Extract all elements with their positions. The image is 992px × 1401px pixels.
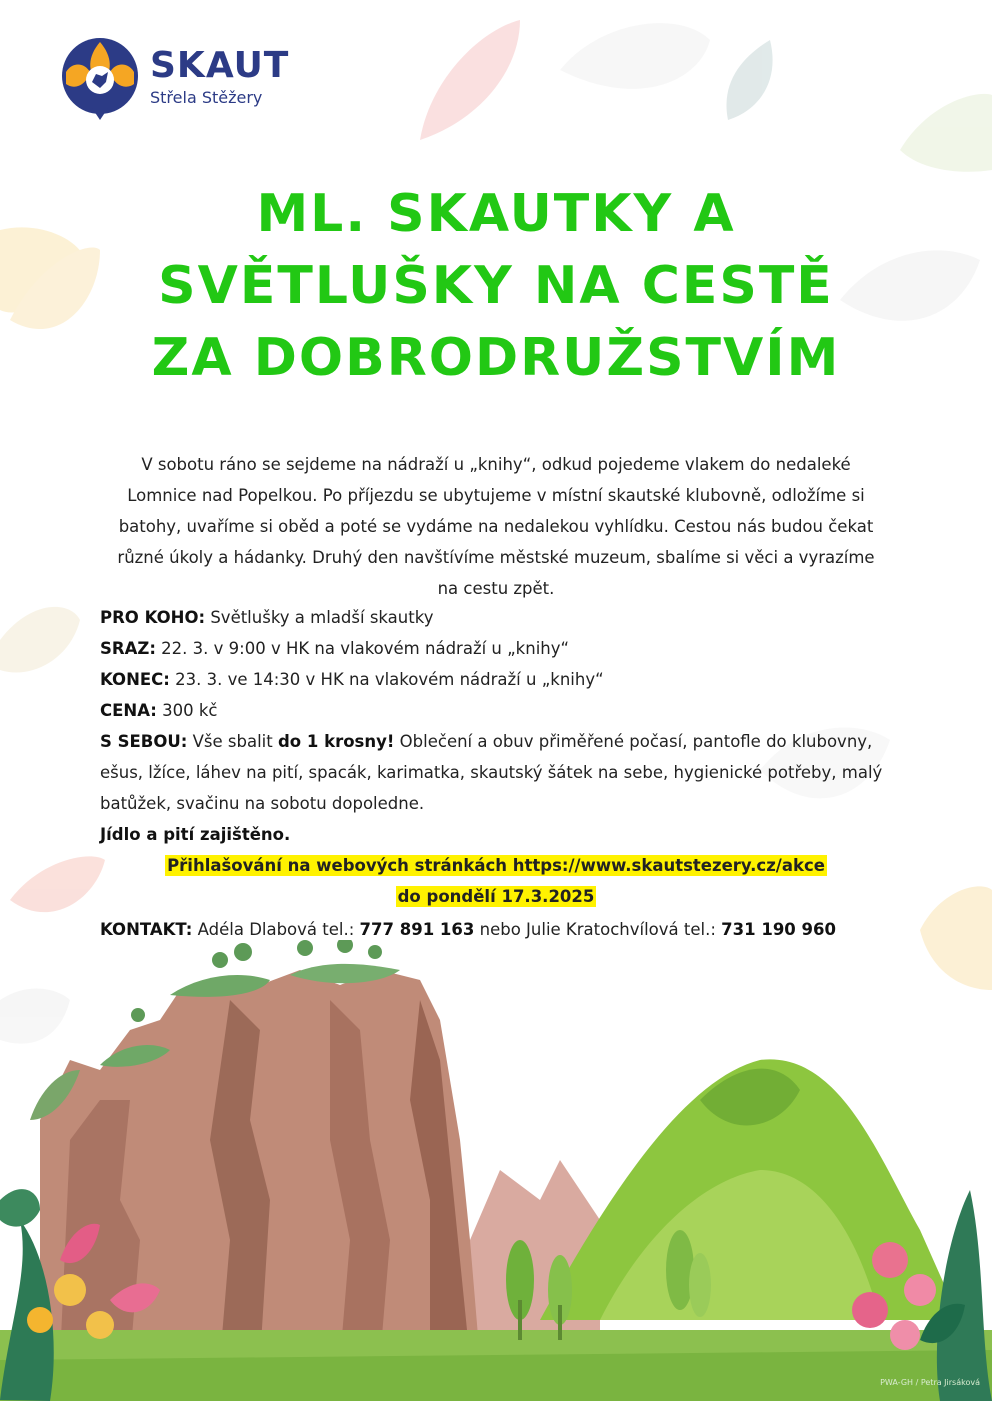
intro-line: V sobotu ráno se sejdeme na nádraží u „knihy“, odkud pojedeme vlakem do nedaleké [141, 455, 851, 474]
registration-line-1[interactable]: Přihlašování na webových stránkách https://www.skautstezery.cz/akce [167, 856, 825, 875]
headline [40, 178, 952, 394]
scout-lily-icon [58, 36, 142, 122]
leaf-pink-top [420, 20, 520, 140]
detail-cena [100, 695, 900, 726]
detail-value: Světlušky a mladší skautky [210, 608, 434, 627]
food-note [100, 819, 900, 850]
logo [58, 36, 298, 122]
image-credit: PWA-GH / Petra Jirsáková [880, 1378, 980, 1387]
food-note-text: Jídlo a pití zajištěno. [100, 825, 291, 844]
logo-title: SKAUT [150, 45, 290, 86]
detail-label: SRAZ: [100, 639, 156, 658]
detail-value-bold: do 1 krosny! [278, 732, 395, 751]
detail-value-pre: Vše sbalit [192, 732, 273, 751]
registration [100, 850, 892, 912]
contact-connector: nebo Julie Kratochvílová tel.: [479, 920, 716, 939]
event-details [100, 602, 900, 945]
contact [100, 914, 900, 945]
detail-label: CENA: [100, 701, 157, 720]
intro-line: batohy, uvaříme si oběd a poté se vydáme na nedalekou vyhlídku. Cestou nás budou čekat [118, 517, 874, 536]
detail-konec [100, 664, 900, 695]
intro-line: různé úkoly a hádanky. Druhý den navštívíme městské muzeum, sbalíme si věci a vyrazíme [117, 548, 875, 567]
detail-value: 23. 3. ve 14:30 v HK na vlakovém nádraží u „knihy“ [175, 670, 604, 689]
detail-s-sebou [100, 726, 890, 819]
headline-line-3: ZA DOBRODRUŽSTVÍM [151, 328, 841, 388]
logo-subtitle: Střela Stěžery [150, 88, 263, 107]
intro-line: Lomnice nad Popelkou. Po příjezdu se ubytujeme v místní skautské klubovně, odložíme si [127, 486, 865, 505]
contact-label: KONTAKT: [100, 920, 193, 939]
contact-phone-1: 777 891 163 [359, 920, 475, 939]
detail-value: 300 kč [162, 701, 218, 720]
detail-value-post: Oblečení a obuv přiměřené počasí, pantofle do klubovny, ešus, lžíce, láhev na pití, spacák, karimatka, skautský šátek na sebe, hygienické potřeby, malý batůžek, svačinu na sobotu dopoledne. [100, 732, 883, 813]
detail-label: KONEC: [100, 670, 170, 689]
leaf-pink-left [10, 856, 105, 912]
detail-pro-koho [100, 602, 900, 633]
registration-deadline: do pondělí 17.3.2025 [397, 887, 595, 906]
landscape-illustration [0, 940, 992, 1401]
headline-line-1: ML. SKAUTKY A [256, 184, 736, 244]
detail-sraz [100, 633, 900, 664]
detail-value: 22. 3. v 9:00 v HK na vlakovém nádraží u „knihy“ [161, 639, 570, 658]
detail-label: PRO KOHO: [100, 608, 206, 627]
contact-phone-2: 731 190 960 [721, 920, 836, 939]
headline-line-2: SVĚTLUŠKY NA CESTĚ [158, 256, 834, 316]
detail-label: S SEBOU: [100, 732, 188, 751]
contact-person-1: Adéla Dlabová tel.: [197, 920, 355, 939]
intro-paragraph [100, 449, 892, 604]
intro-line: na cestu zpět. [437, 579, 555, 598]
